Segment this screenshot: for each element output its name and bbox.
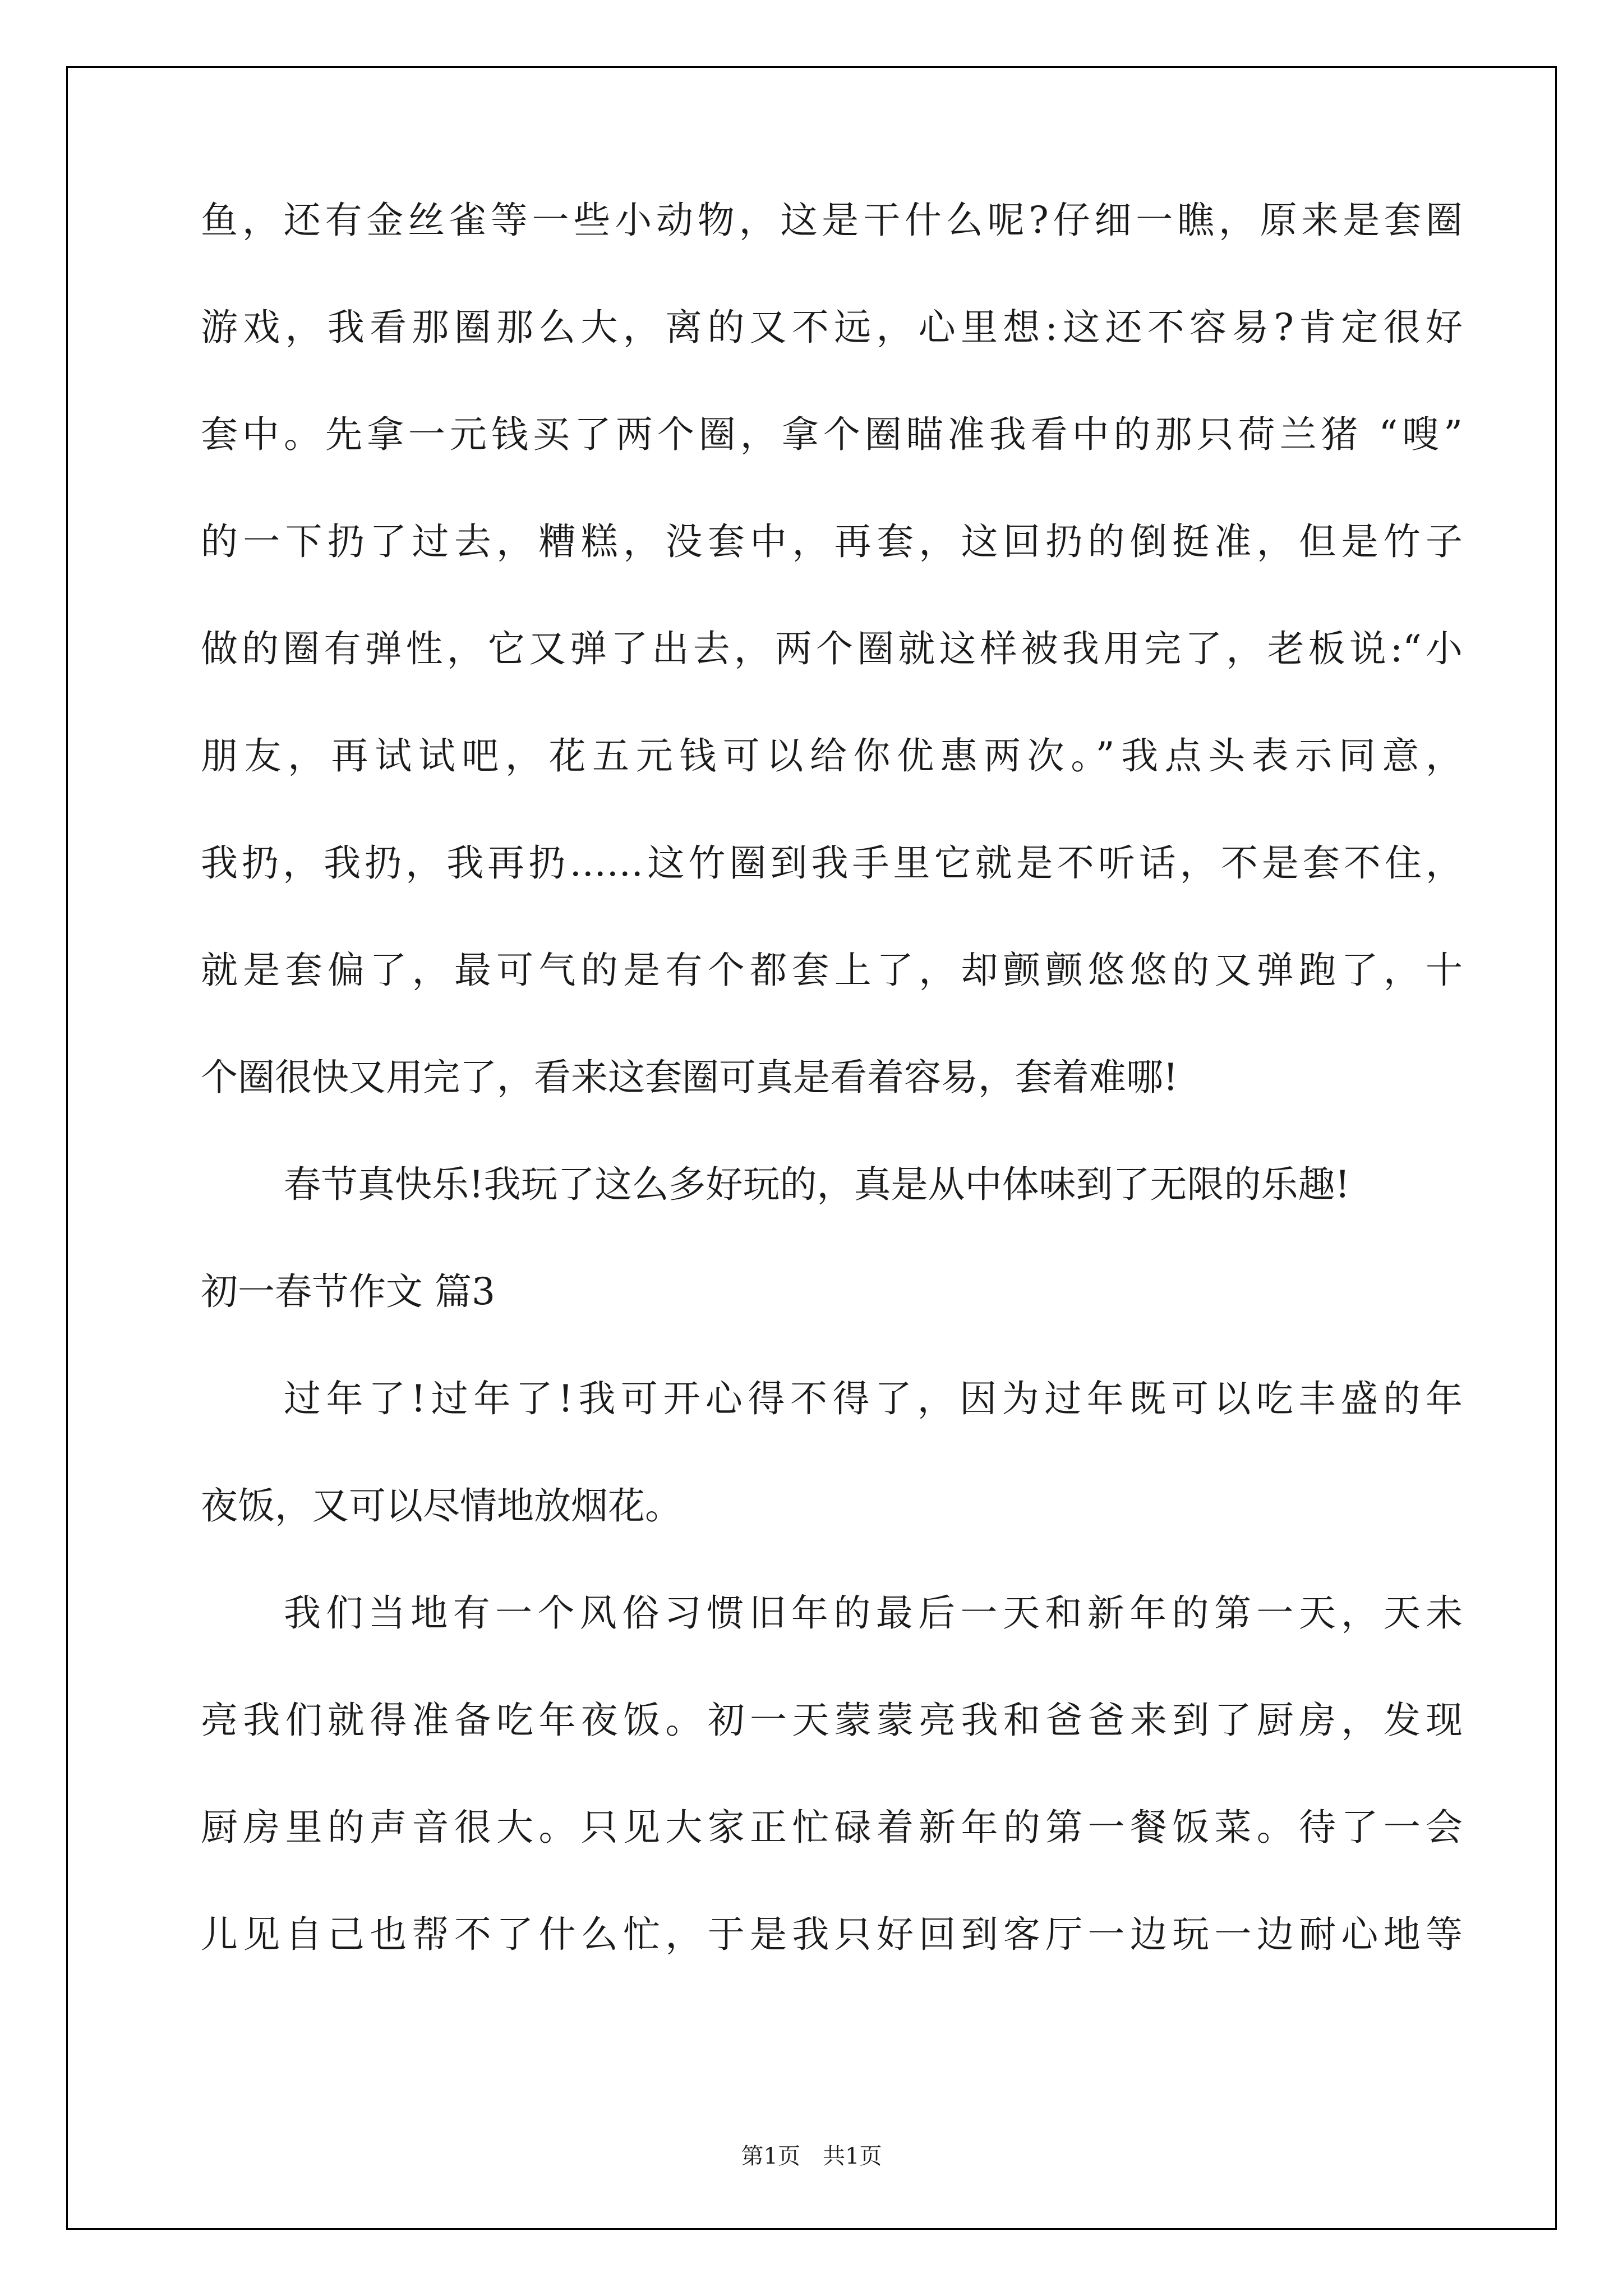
paragraph-line: 过年了!过年了!我可开心得不得了，因为过年既可以吃丰盛的年 [284, 1377, 1463, 1420]
page-number: 第1页 [741, 2143, 800, 2169]
paragraph-line: 夜饭，又可以尽情地放烟花。 [201, 1484, 682, 1527]
paragraph-line: 鱼，还有金丝雀等一些小动物，这是干什么呢?仔细一瞧，原来是套圈 [201, 199, 1463, 242]
paragraph-line: 厨房里的声音很大。只见大家正忙碌着新年的第一餐饭菜。待了一会 [201, 1806, 1463, 1849]
document-body [201, 199, 1463, 2023]
paragraph-line: 我扔，我扔，我再扔……这竹圈到我手里它就是不听话，不是套不住， [201, 841, 1463, 885]
paragraph-line: 套中。先拿一元钱买了两个圈，拿个圈瞄准我看中的那只荷兰猪 “嗖” [201, 413, 1463, 456]
paragraph-line: 亮我们就得准备吃年夜饭。初一天蒙蒙亮我和爸爸来到了厨房，发现 [201, 1699, 1463, 1742]
paragraph-line: 儿见自己也帮不了什么忙，于是我只好回到客厅一边玩一边耐心地等 [201, 1913, 1463, 1956]
section-heading: 初一春节作文 篇3 [201, 1270, 495, 1313]
page-total: 共1页 [823, 2143, 882, 2169]
paragraph-line: 朋友，再试试吧，花五元钱可以给你优惠两次。”我点头表示同意， [201, 734, 1463, 777]
paragraph-line: 的一下扔了过去，糟糕，没套中，再套，这回扔的倒挺准，但是竹子 [201, 520, 1463, 563]
paragraph-line: 我们当地有一个风俗习惯旧年的最后一天和新年的第一天，天未 [284, 1591, 1463, 1635]
page-footer [0, 2138, 1623, 2170]
paragraph-line: 个圈很快又用完了，看来这套圈可真是看着容易，套着难哪! [201, 1056, 1178, 1099]
paragraph-line: 春节真快乐!我玩了这么多好玩的，真是从中体味到了无限的乐趣! [284, 1163, 1350, 1206]
paragraph-line: 做的圈有弹性，它又弹了出去，两个圈就这样被我用完了，老板说:“小 [201, 627, 1463, 670]
paragraph-line: 就是套偏了，最可气的是有个都套上了，却颤颤悠悠的又弹跑了，十 [201, 949, 1463, 992]
paragraph-line: 游戏，我看那圈那么大，离的又不远，心里想:这还不容易?肯定很好 [201, 306, 1463, 349]
